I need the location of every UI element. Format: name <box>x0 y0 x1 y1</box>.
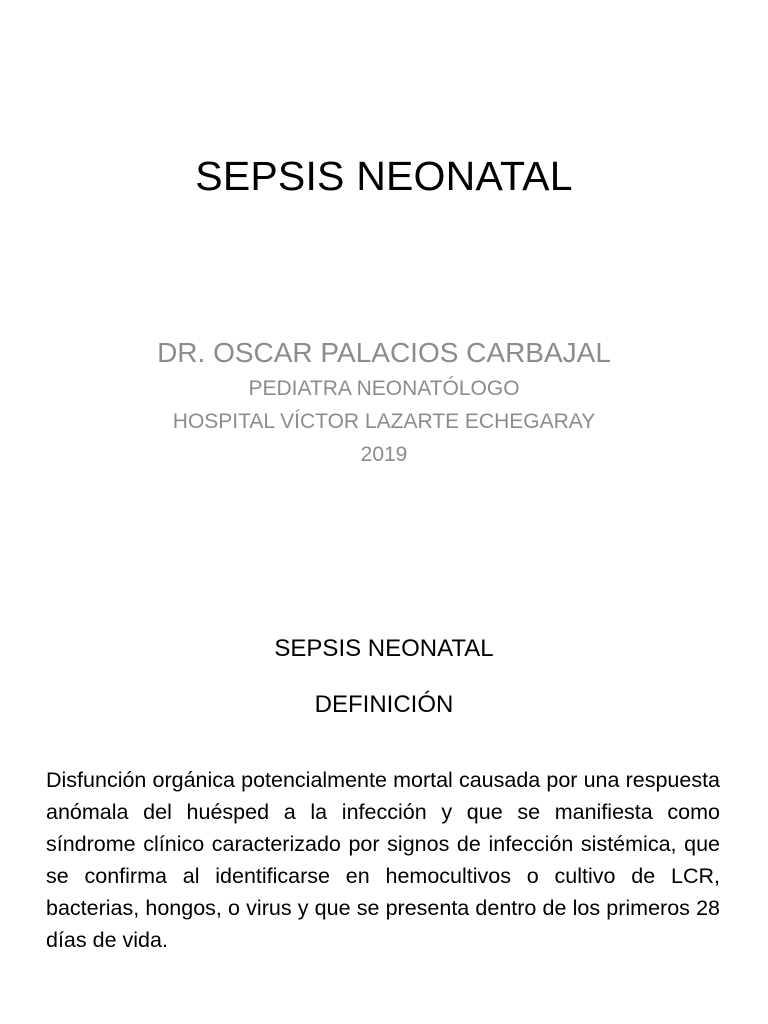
definition-slide-title: SEPSIS NEONATAL <box>274 635 494 662</box>
author-role: PEDIATRA NEONATÓLOGO <box>248 377 520 400</box>
subtitle-block <box>0 334 768 471</box>
definition-slide <box>0 576 768 1024</box>
year: 2019 <box>360 443 408 466</box>
hospital-name: HOSPITAL VÍCTOR LAZARTE ECHEGARAY <box>172 410 596 433</box>
definition-body: Disfunción orgánica potencialmente mortal causada por una respuesta anómala del huésped a la infección y que se manifiesta como síndrome clínico caracterizado por signos de infección sistémica, que se confirma al identificarse en hemocultivos o cultivo de LCR, bacterias, hongos, o virus y que se presenta dentro de los primeros 28 días de vida. <box>46 768 720 952</box>
slide-title: SEPSIS NEONATAL <box>195 153 573 199</box>
definition-heading: DEFINICIÓN <box>314 691 454 718</box>
author-name: DR. OSCAR PALACIOS CARBAJAL <box>157 337 611 368</box>
